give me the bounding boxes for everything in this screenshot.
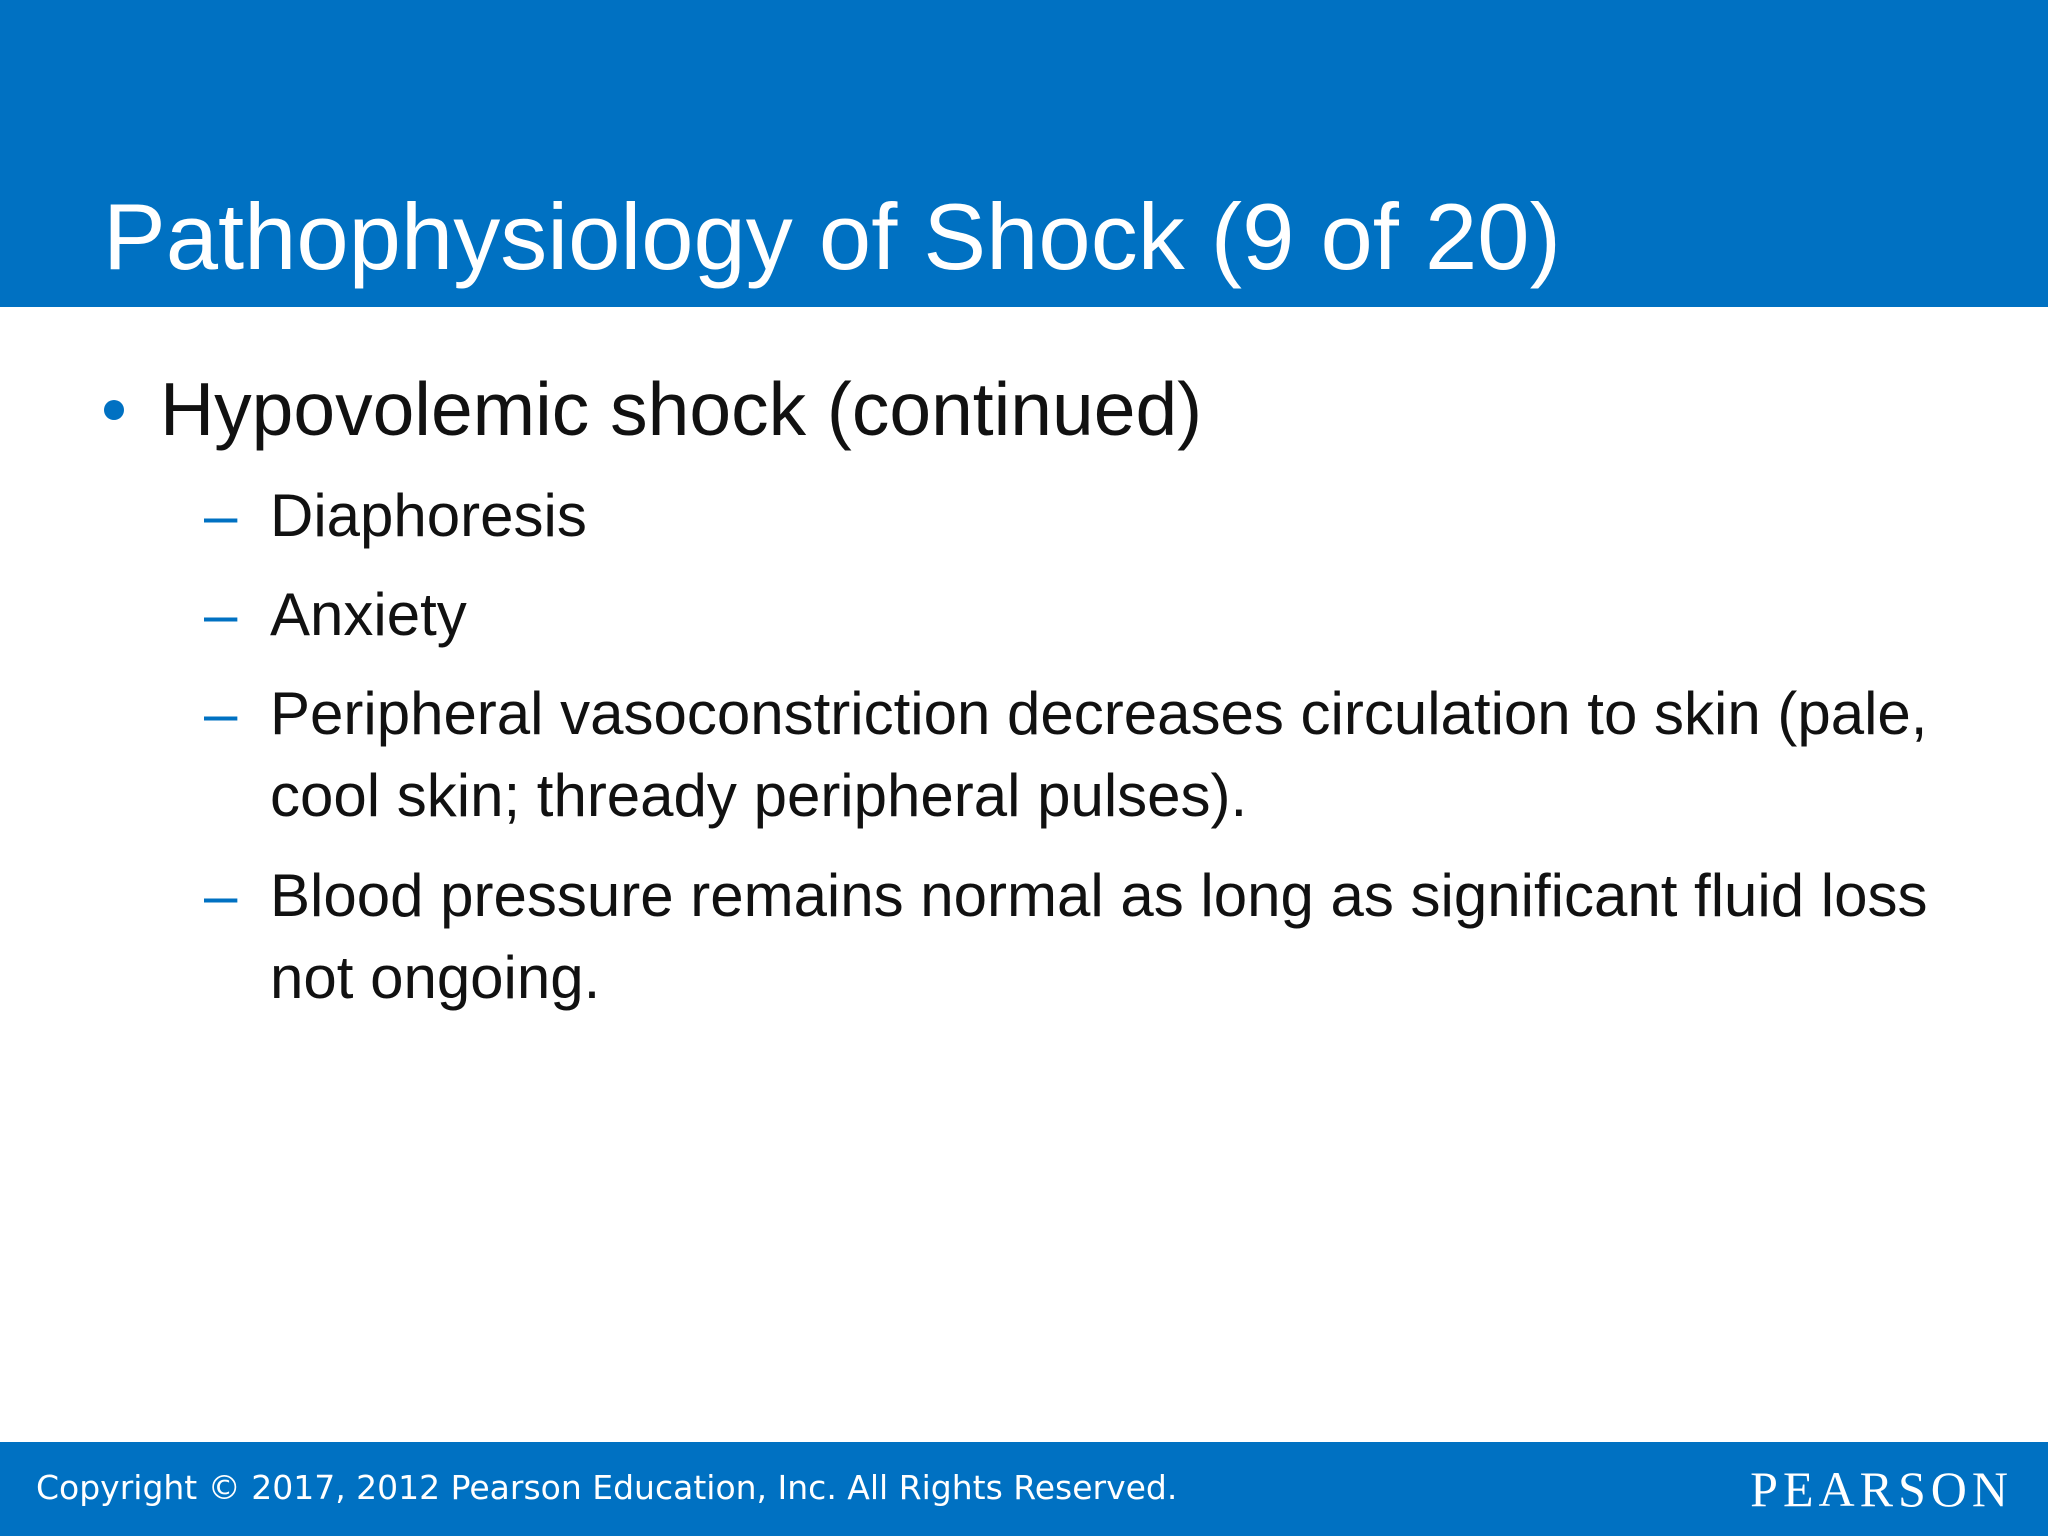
sub-item-text: Peripheral vasoconstriction decreases circulation to skin (pale, cool skin; thready peripheral pulses). [270, 680, 1928, 829]
dash-icon: – [204, 862, 238, 929]
sub-item-text: Diaphoresis [270, 482, 587, 549]
dash-icon: – [204, 581, 238, 648]
sub-item-text: Blood pressure remains normal as long as significant fluid loss not ongoing. [270, 862, 1928, 1011]
copyright-text: Copyright © 2017, 2012 Pearson Education, Inc. All Rights Reserved. [36, 1468, 1178, 1507]
dash-icon: – [204, 482, 238, 549]
bullet-text: Hypovolemic shock (continued) [160, 367, 1203, 451]
pearson-logo: PEARSON [1750, 1461, 2013, 1517]
title-bar [0, 0, 2048, 307]
sub-item-text: Anxiety [270, 581, 467, 648]
slide-title: Pathophysiology of Shock (9 of 20) [103, 184, 1561, 289]
dash-icon: – [204, 680, 238, 747]
bullet-dot-icon [104, 400, 124, 420]
footer-bar [0, 1442, 2048, 1536]
